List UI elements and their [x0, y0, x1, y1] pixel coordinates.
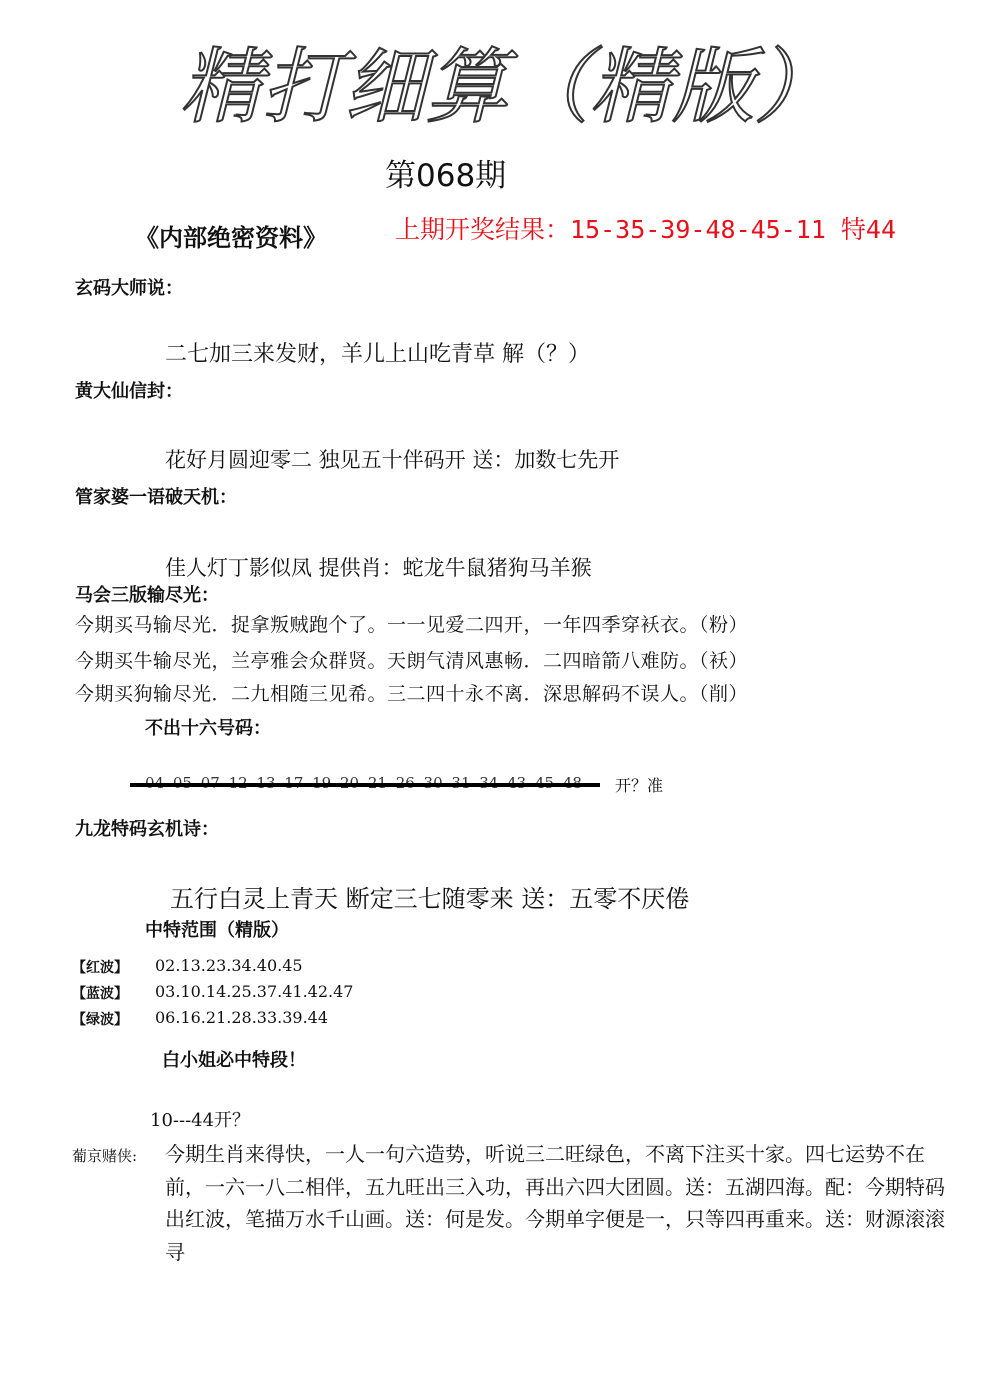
wave-label-blue: 【蓝波】 — [72, 986, 128, 1002]
section-text: 二七加三来发财，羊儿上山吃青草 解（？） — [165, 342, 590, 367]
poem-text: 五行白灵上青天 断定三七随零来 送：五零不厌倦 — [170, 885, 690, 913]
segment-text: 10---44开？ — [150, 1110, 251, 1131]
section-title: 玄码大师说： — [75, 278, 183, 299]
range-title: 中特范围（精版） — [145, 920, 289, 941]
source-label: 《内部绝密资料》 — [135, 224, 327, 252]
section-title: 黄大仙信封： — [75, 381, 183, 402]
wave-label-green: 【绿波】 — [72, 1012, 128, 1028]
section-text: 佳人灯丁影似凤 提供肖：蛇龙牛鼠猪狗马羊猴 — [165, 556, 592, 580]
issue-number: 第068期 — [385, 158, 507, 194]
wave-label-red: 【红波】 — [72, 960, 128, 976]
title-logo — [180, 30, 836, 140]
verse-line: 今期买牛输尽光，兰亭雅会众群贤。天朗气清风惠畅．二四暗箭八难防。（袄） — [75, 650, 749, 672]
poem-title: 九龙特码玄机诗： — [75, 819, 219, 840]
gambler-text: 今期生肖来得快，一人一句六造势，听说三二旺绿色，不离下注买十家。四七运势不在前，一六一八二相伴，五九旺出三入功，再出六四大团圆。送：五湖四海。配：今期特码出红波，笔描万水千山画。送：何是发。今期单字便是一，只等四再重来。送：财源滚滚寻 — [165, 1142, 945, 1264]
section-title: 马会三版输尽光： — [75, 585, 219, 606]
last-result: 上期开奖结果：15-35-39-48-45-11 特44 — [395, 215, 897, 244]
wave-numbers-red: 02.13.23.34.40.45 — [155, 956, 303, 975]
wave-numbers-blue: 03.10.14.25.37.41.42.47 — [155, 982, 354, 1001]
gambler-label: 葡京赌侠: — [72, 1147, 138, 1165]
verse-line: 今期买马输尽光．捉拿叛贼跑个了。一一见爱二四开，一年四季穿袄衣。（粉） — [75, 614, 749, 636]
segment-title: 白小姐必中特段！ — [162, 1050, 306, 1071]
exclude-note: 开？准 — [615, 776, 664, 795]
section-title: 管家婆一语破天机： — [75, 487, 237, 508]
section-text: 花好月圆迎零二 独见五十伴码开 送：加数七先开 — [165, 448, 620, 472]
strikethrough-line — [130, 783, 600, 787]
wave-numbers-green: 06.16.21.28.33.39.44 — [155, 1008, 329, 1027]
logo-text: 精打细算（精版） — [180, 40, 836, 135]
exclude-title: 不出十六号码： — [145, 718, 271, 739]
verse-line: 今期买狗输尽光．二九相随三见希。三二四十永不离．深思解码不误人。（削） — [75, 683, 749, 705]
